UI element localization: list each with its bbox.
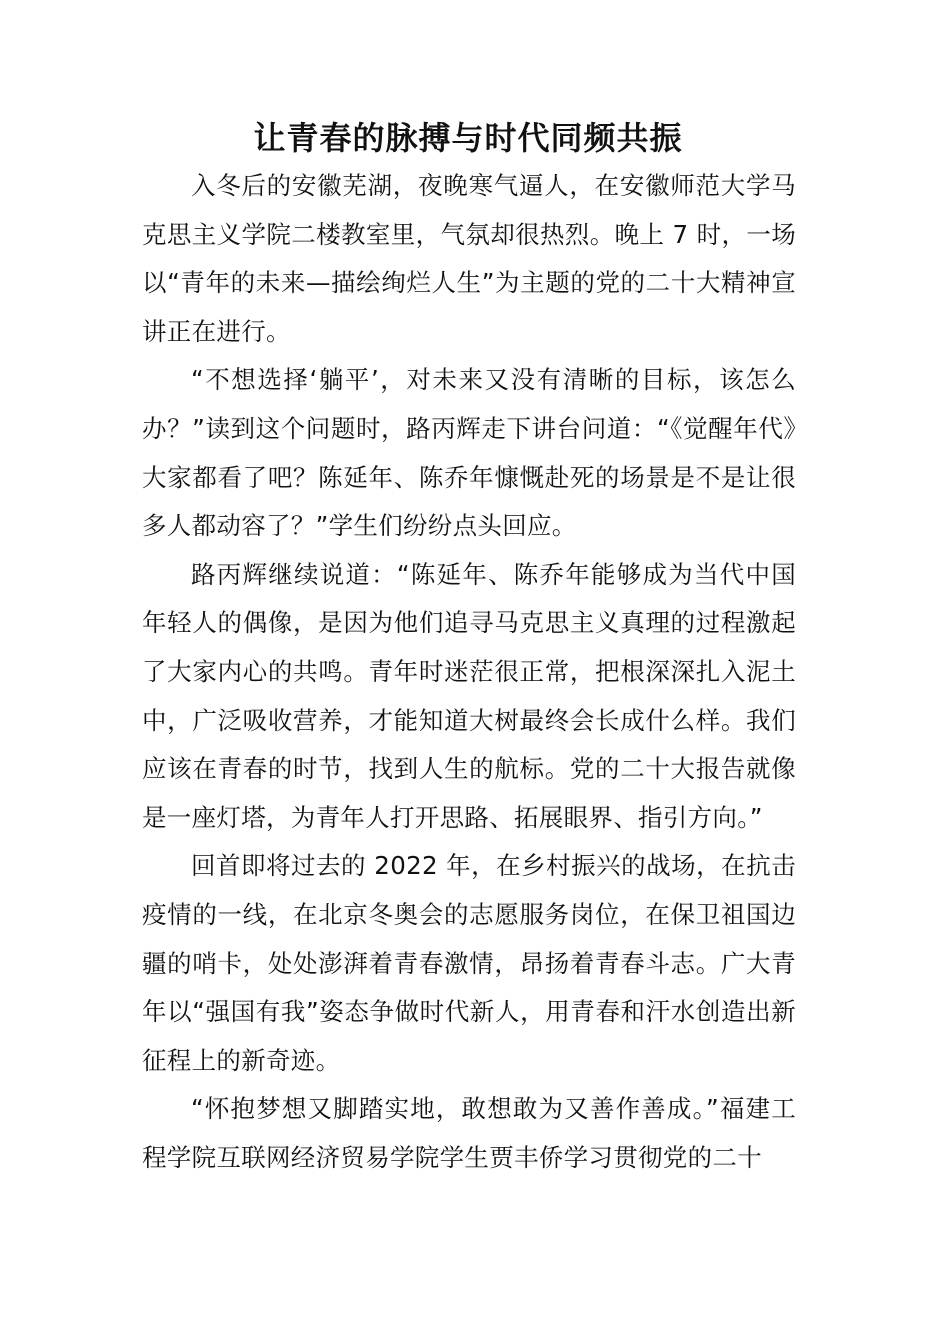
paragraph-2: “不想选择‘躺平’，对未来又没有清晰的目标，该怎么办？”读到这个问题时，路丙辉走下讲台问道：“《觉醒年代》大家都看了吧？陈延年、陈乔年慷慨赴死的场景是不是让很多人都动容了？”学生们纷纷点头回应。 bbox=[142, 365, 796, 541]
paragraph-5: “怀抱梦想又脚踏实地，敢想敢为又善作善成。”福建工程学院互联网经济贸易学院学生贾丰侨学习贯彻党的二十 bbox=[142, 1094, 796, 1172]
paragraph-3: 路丙辉继续说道：“陈延年、陈乔年能够成为当代中国年轻人的偶像，是因为他们追寻马克思主义真理的过程激起了大家内心的共鸣。青年时迷茫很正常，把根深深扎入泥土中，广泛吸收营养，才能知道大树最终会长成什么样。我们应该在青春的时节，找到人生的航标。党的二十大报告就像是一座灯塔，为青年人打开思路、拓展眼界、指引方向。” bbox=[142, 559, 796, 832]
article-title: 让青春的脉搏与时代同频共振 bbox=[253, 119, 683, 157]
paragraph-4: 回首即将过去的 2022 年，在乡村振兴的战场，在抗击疫情的一线，在北京冬奥会的志愿服务岗位，在保卫祖国边疆的哨卡，处处澎湃着青春激情，昂扬着青春斗志。广大青年以“强国有我”姿态争做时代新人，用青春和汗水创造出新征程上的新奇迹。 bbox=[142, 851, 796, 1075]
paragraph-1: 入冬后的安徽芜湖，夜晚寒气逼人，在安徽师范大学马克思主义学院二楼教室里，气氛却很热烈。晚上 7 时，一场以“青年的未来—描绘绚烂人生”为主题的党的二十大精神宣讲正在进行。 bbox=[142, 171, 796, 346]
article-body bbox=[142, 162, 796, 1182]
